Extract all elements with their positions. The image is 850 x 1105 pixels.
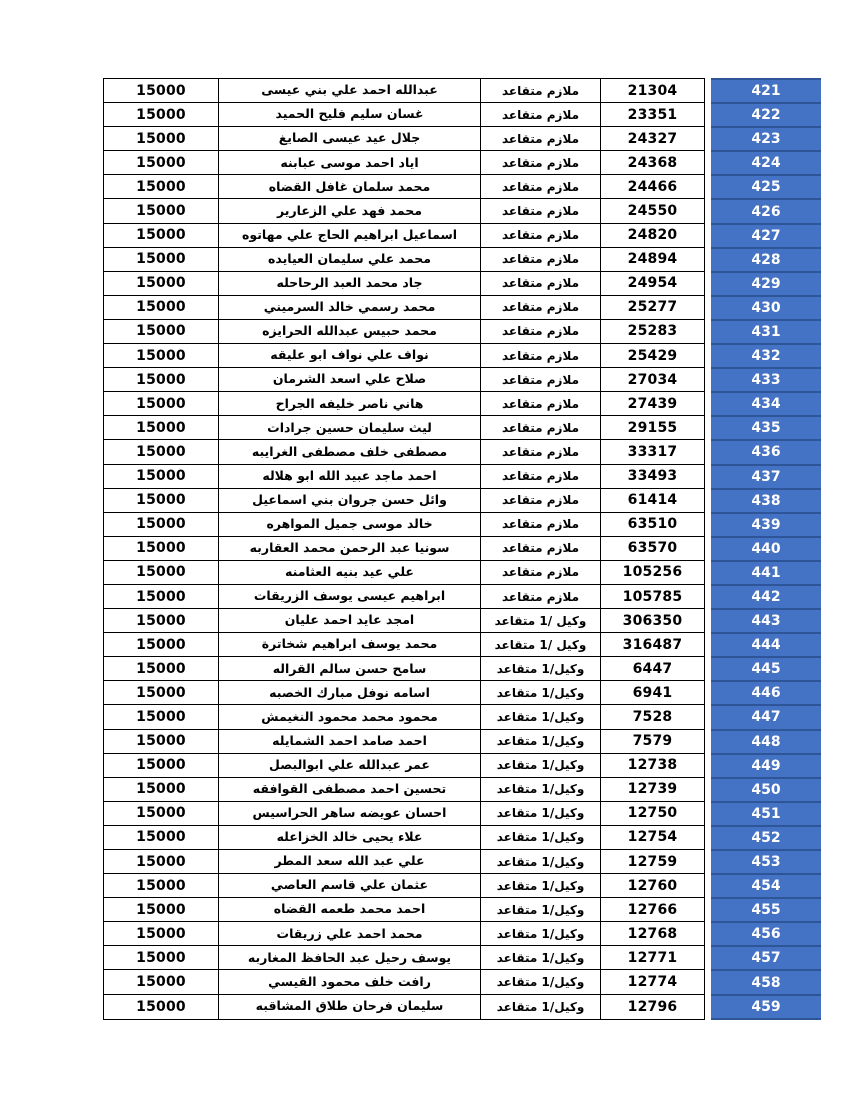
amount-cell: 15000 <box>104 368 219 392</box>
id-number-cell: 29155 <box>601 416 704 440</box>
id-number-cell: 24327 <box>601 127 704 151</box>
amount-cell: 15000 <box>104 103 219 127</box>
serial-number-column <box>711 78 821 1020</box>
id-number-cell: 25429 <box>601 344 704 368</box>
serial-number-cell: 451 <box>711 803 821 827</box>
serial-number-cell: 431 <box>711 321 821 345</box>
serial-number-cell: 436 <box>711 441 821 465</box>
rank-cell: ملازم متقاعد <box>481 151 601 175</box>
serial-number-cell: 425 <box>711 176 821 200</box>
amount-cell: 15000 <box>104 657 219 681</box>
rank-cell: ملازم متقاعد <box>481 465 601 489</box>
rank-cell: وكيل/1 متقاعد <box>481 898 601 922</box>
amount-cell: 15000 <box>104 922 219 946</box>
rank-cell: وكيل/1 متقاعد <box>481 657 601 681</box>
rank-cell: ملازم متقاعد <box>481 79 601 103</box>
serial-number-cell: 459 <box>711 996 821 1020</box>
amount-cell: 15000 <box>104 898 219 922</box>
serial-number-cell: 454 <box>711 875 821 899</box>
id-number-cell: 12766 <box>601 898 704 922</box>
id-number-cell: 63570 <box>601 537 704 561</box>
rank-cell: ملازم متقاعد <box>481 320 601 344</box>
pension-table-layout <box>103 78 821 1020</box>
rank-cell: وكيل/1 متقاعد <box>481 778 601 802</box>
name-cell: امجد عايد احمد عليان <box>219 609 481 633</box>
rank-cell: وكيل/1 متقاعد <box>481 970 601 994</box>
name-cell: اسامه نوفل مبارك الخصبه <box>219 681 481 705</box>
rank-cell: ملازم متقاعد <box>481 489 601 513</box>
name-cell: محمد فهد علي الزعارير <box>219 199 481 223</box>
serial-number-cell: 439 <box>711 514 821 538</box>
id-number-cell: 316487 <box>601 633 704 657</box>
amount-cell: 15000 <box>104 730 219 754</box>
id-number-cell: 12796 <box>627 998 678 1015</box>
name-cell: عثمان علي قاسم العاصي <box>219 874 481 898</box>
serial-number-cell: 433 <box>711 369 821 393</box>
id-number-cell: 105785 <box>601 585 704 609</box>
rank-cell: ملازم متقاعد <box>481 416 601 440</box>
amount-cell: 15000 <box>104 296 219 320</box>
rank-cell: وكيل/1 متقاعد <box>481 995 601 1019</box>
rank-cell: ملازم متقاعد <box>481 392 601 416</box>
amount-cell: 15000 <box>104 609 219 633</box>
id-number-cell: 33493 <box>601 465 704 489</box>
rank-cell: ملازم متقاعد <box>481 537 601 561</box>
amount-cell: 15000 <box>104 778 219 802</box>
serial-number-cell: 443 <box>711 610 821 634</box>
name-cell: اياد احمد موسى عبابنه <box>219 151 481 175</box>
name-cell: علاء يحيى خالد الخزاعله <box>219 826 481 850</box>
serial-number-cell: 445 <box>711 658 821 682</box>
amount-cell: 15000 <box>104 585 219 609</box>
amount-cell: 15000 <box>104 416 219 440</box>
amount-cell: 15000 <box>104 465 219 489</box>
name-cell: احمد صامد احمد الشمايله <box>219 730 481 754</box>
rank-cell: ملازم متقاعد <box>481 561 601 585</box>
serial-number-cell: 423 <box>711 128 821 152</box>
rank-cell: ملازم متقاعد <box>481 513 601 537</box>
rank-cell: وكيل /1 متقاعد <box>481 633 601 657</box>
name-cell: نواف علي نواف ابو عليقه <box>219 344 481 368</box>
amount-cell: 15000 <box>104 561 219 585</box>
serial-number-cell: 427 <box>711 225 821 249</box>
id-number-cell: 24894 <box>601 248 704 272</box>
serial-number-cell: 432 <box>711 345 821 369</box>
id-number-cell: 33317 <box>601 440 704 464</box>
id-number-cell: 25277 <box>601 296 704 320</box>
rank-cell: وكيل /1 متقاعد <box>481 609 601 633</box>
serial-number-cell: 438 <box>711 490 821 514</box>
name-cell: يوسف رحيل عبد الحافظ المغاربه <box>219 946 481 970</box>
serial-number-cell: 456 <box>711 923 821 947</box>
name-cell: علي عبد الله سعد المطر <box>219 850 481 874</box>
rank-cell: ملازم متقاعد <box>481 199 601 223</box>
id-number-cell: 105256 <box>601 561 704 585</box>
id-number-cell: 23351 <box>601 103 704 127</box>
serial-number-cell: 435 <box>711 417 821 441</box>
amount-cell: 15000 <box>104 272 219 296</box>
rank-cell: ملازم متقاعد <box>481 103 601 127</box>
name-cell: احمد ماجد عبيد الله ابو هلاله <box>219 465 481 489</box>
amount-cell: 15000 <box>104 224 219 248</box>
serial-number-cell: 430 <box>711 297 821 321</box>
amount-cell: 15000 <box>104 850 219 874</box>
name-cell: عمر عبدالله علي ابوالبصل <box>219 754 481 778</box>
serial-number-cell: 455 <box>711 899 821 923</box>
name-cell: اسماعيل ابراهيم الحاج علي مهاتوه <box>219 224 481 248</box>
id-number-cell: 24820 <box>601 224 704 248</box>
serial-number-cell: 452 <box>711 827 821 851</box>
pension-table <box>103 78 705 1020</box>
id-number-cell: 7579 <box>601 730 704 754</box>
serial-number-cell: 458 <box>711 971 821 995</box>
amount-cell: 15000 <box>104 754 219 778</box>
rank-cell: ملازم متقاعد <box>481 296 601 320</box>
amount-cell: 15000 <box>104 946 219 970</box>
name-cell: تحسين احمد مصطفى القوافقه <box>219 778 481 802</box>
serial-number-cell: 448 <box>711 731 821 755</box>
serial-number-cell: 453 <box>711 851 821 875</box>
serial-number-cell: 424 <box>711 152 821 176</box>
serial-number-cell: 441 <box>711 562 821 586</box>
id-number-cell: 12774 <box>601 970 704 994</box>
serial-number-cell: 434 <box>711 393 821 417</box>
serial-number-cell: 426 <box>711 200 821 224</box>
rank-cell: ملازم متقاعد <box>481 224 601 248</box>
name-cell: رافت خلف محمود القيسي <box>219 970 481 994</box>
name-cell: وائل حسن جروان بني اسماعيل <box>219 489 481 513</box>
amount-cell: 15000 <box>104 681 219 705</box>
id-number-cell: 306350 <box>601 609 704 633</box>
id-number-cell: 12739 <box>601 778 704 802</box>
amount-cell: 15000 <box>104 874 219 898</box>
name-cell: عبدالله احمد علي بني عيسى <box>219 79 481 103</box>
amount-cell: 15000 <box>104 802 219 826</box>
name-cell: هاني ناصر خليفه الجراح <box>219 392 481 416</box>
id-number-cell: 21304 <box>601 79 704 103</box>
id-number-cell: 12750 <box>601 802 704 826</box>
serial-number-cell: 422 <box>711 104 821 128</box>
id-number-cell: 27034 <box>601 368 704 392</box>
serial-number-cell: 457 <box>711 947 821 971</box>
name-cell: محمود محمد محمود النغيمش <box>219 705 481 729</box>
serial-number-cell: 449 <box>711 755 821 779</box>
amount-cell: 15000 <box>104 175 219 199</box>
rank-cell: وكيل/1 متقاعد <box>481 922 601 946</box>
name-cell: علي عيد بنيه العثامنه <box>219 561 481 585</box>
id-number-cell: 27439 <box>601 392 704 416</box>
id-number-cell: 6941 <box>601 681 704 705</box>
rank-cell: وكيل/1 متقاعد <box>481 730 601 754</box>
name-cell: سليمان فرحان طلاق المشاقبه <box>219 995 481 1019</box>
amount-cell: 15000 <box>104 79 219 103</box>
serial-number-cell: 446 <box>711 682 821 706</box>
rank-cell: وكيل/1 متقاعد <box>481 754 601 778</box>
id-number-cell: 24368 <box>601 151 704 175</box>
name-cell: سامح حسن سالم القراله <box>219 657 481 681</box>
rank-cell: ملازم متقاعد <box>481 127 601 151</box>
id-number-cell: 24550 <box>601 199 704 223</box>
amount-cell: 15000 <box>104 344 219 368</box>
serial-number-cell: 429 <box>711 273 821 297</box>
id-number-cell: 6447 <box>601 657 704 681</box>
rank-cell: وكيل/1 متقاعد <box>481 874 601 898</box>
name-cell: خالد موسى جميل المواهره <box>219 513 481 537</box>
rank-cell: وكيل/1 متقاعد <box>481 705 601 729</box>
serial-number-cell: 450 <box>711 779 821 803</box>
amount-cell: 15000 <box>104 826 219 850</box>
serial-number-cell: 444 <box>711 634 821 658</box>
amount-cell: 15000 <box>104 513 219 537</box>
name-cell: جاد محمد العبد الرحاحله <box>219 272 481 296</box>
name-cell: محمد حبيس عبدالله الحرايزه <box>219 320 481 344</box>
amount-cell: 15000 <box>104 995 219 1019</box>
id-number-cell: 12771 <box>601 946 704 970</box>
amount-cell: 15000 <box>104 392 219 416</box>
name-cell: محمد يوسف ابراهيم شخاترة <box>219 633 481 657</box>
amount-cell: 15000 <box>104 970 219 994</box>
amount-cell: 15000 <box>104 537 219 561</box>
name-cell: محمد سلمان غافل القضاه <box>219 175 481 199</box>
rank-cell: وكيل/1 متقاعد <box>481 946 601 970</box>
amount-cell: 15000 <box>104 320 219 344</box>
rank-cell: ملازم متقاعد <box>481 585 601 609</box>
rank-cell: ملازم متقاعد <box>481 344 601 368</box>
serial-number-cell: 437 <box>711 466 821 490</box>
amount-cell: 15000 <box>104 127 219 151</box>
amount-cell: 15000 <box>104 151 219 175</box>
name-cell: محمد رسمي خالد السرميني <box>219 296 481 320</box>
amount-cell: 15000 <box>104 199 219 223</box>
name-cell: صلاح علي اسعد الشرمان <box>219 368 481 392</box>
rank-cell: وكيل/1 متقاعد <box>481 826 601 850</box>
name-cell: محمد احمد علي زريقات <box>219 922 481 946</box>
rank-cell: ملازم متقاعد <box>481 175 601 199</box>
name-cell: احسان عويضه ساهر الحراسيس <box>219 802 481 826</box>
name-cell: محمد علي سليمان العيايده <box>219 248 481 272</box>
serial-number-cell: 428 <box>711 249 821 273</box>
id-number-cell: 7528 <box>601 705 704 729</box>
rank-cell: ملازم متقاعد <box>481 440 601 464</box>
name-cell: ليث سليمان حسين جرادات <box>219 416 481 440</box>
name-cell: سونيا عبد الرحمن محمد العقاربه <box>219 537 481 561</box>
serial-number-cell: 421 <box>711 80 821 104</box>
serial-number-cell: 447 <box>711 706 821 730</box>
amount-cell: 15000 <box>104 489 219 513</box>
amount-cell: 15000 <box>104 705 219 729</box>
id-number-cell: 24954 <box>601 272 704 296</box>
id-number-cell: 63510 <box>601 513 704 537</box>
id-number-cell: 12754 <box>601 826 704 850</box>
id-number-cell: 12759 <box>601 850 704 874</box>
serial-number-cell: 442 <box>711 586 821 610</box>
id-number-cell: 12738 <box>601 754 704 778</box>
id-number-cell: 12768 <box>601 922 704 946</box>
name-cell: غسان سليم فليح الحميد <box>219 103 481 127</box>
name-cell: جلال عيد عيسى الصايغ <box>219 127 481 151</box>
rank-cell: ملازم متقاعد <box>481 248 601 272</box>
name-cell: مصطفى خلف مصطفى الغرايبه <box>219 440 481 464</box>
serial-number-cell: 440 <box>711 538 821 562</box>
amount-cell: 15000 <box>104 633 219 657</box>
id-number-cell: 25283 <box>601 320 704 344</box>
rank-cell: ملازم متقاعد <box>481 368 601 392</box>
rank-cell: وكيل/1 متقاعد <box>481 850 601 874</box>
amount-cell: 15000 <box>104 248 219 272</box>
rank-cell: وكيل/1 متقاعد <box>481 802 601 826</box>
rank-cell: وكيل/1 متقاعد <box>481 681 601 705</box>
rank-cell: ملازم متقاعد <box>481 272 601 296</box>
amount-cell: 15000 <box>104 440 219 464</box>
id-number-cell: 61414 <box>601 489 704 513</box>
id-number-cell: 12760 <box>601 874 704 898</box>
name-cell: احمد محمد طعمه القضاه <box>219 898 481 922</box>
name-cell: ابراهيم عيسى يوسف الزريقات <box>219 585 481 609</box>
id-number-cell: 24466 <box>601 175 704 199</box>
